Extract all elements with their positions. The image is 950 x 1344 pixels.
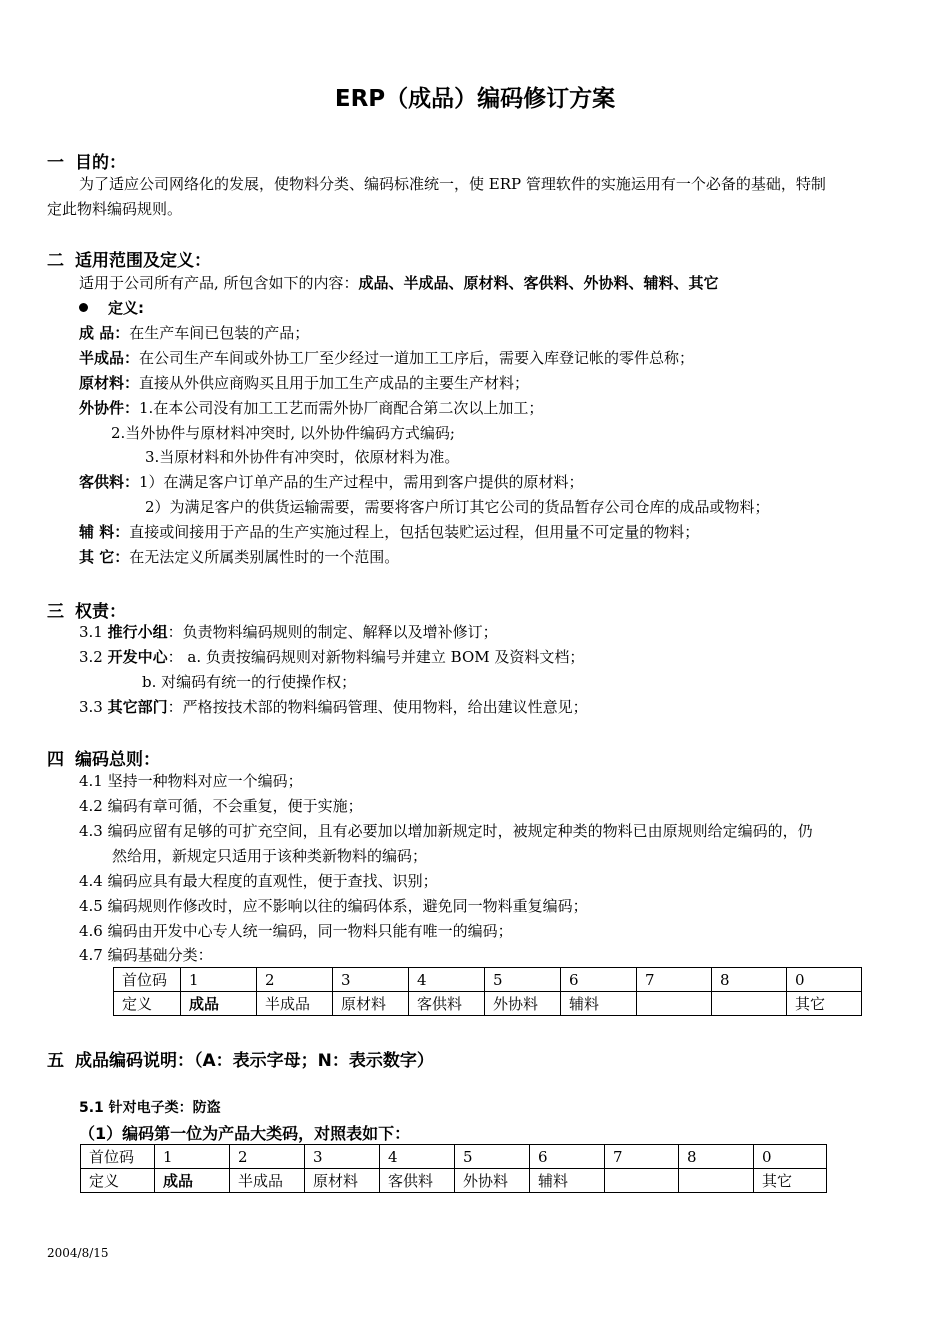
def-text: 直接从外供应商购买且用于加工生产成品的主要生产材料； xyxy=(139,374,530,392)
table-cell: 客供料 xyxy=(409,992,485,1016)
table-cell: 4 xyxy=(380,1145,455,1169)
responsibility-3-3 xyxy=(79,696,588,717)
def-label: 成 品： xyxy=(79,324,130,342)
section-3-title: 权责： xyxy=(75,602,126,622)
def-label: 外协件： xyxy=(79,399,140,417)
def-outsource-line2: 2.当外协件与原材料冲突时, 以外协件编码方式编码; xyxy=(111,424,455,442)
section-4-heading xyxy=(47,745,160,770)
table-cell: 客供料 xyxy=(380,1169,455,1193)
definition-heading-text: 定义: xyxy=(108,299,144,317)
table-cell xyxy=(679,1169,754,1193)
section-5-title: 成品编码说明：（A：表示字母；N：表示数字） xyxy=(75,1051,434,1071)
table-cell: 辅料 xyxy=(530,1169,605,1193)
table-cell xyxy=(605,1169,679,1193)
rule-4-3-continued: 然给用，新规定只适用于该种类新物料的编码； xyxy=(112,847,428,865)
def-finished xyxy=(79,322,309,343)
table-cell xyxy=(712,992,787,1016)
table-cell: 6 xyxy=(530,1145,605,1169)
def-label: 其 它： xyxy=(79,548,130,566)
rule-4-3: 4.3 编码应留有足够的可扩充空间，且有必要加以增加新规定时，被规定种类的物料已由原规则给定编码的，仍 xyxy=(79,822,813,840)
table-cell xyxy=(637,992,712,1016)
footer-date: 2004/8/15 xyxy=(47,1246,109,1260)
def-auxiliary xyxy=(79,521,699,542)
table-cell: 7 xyxy=(637,968,712,992)
table-row xyxy=(81,1145,827,1169)
section-3-number: 三 xyxy=(47,602,64,622)
item-label: 推行小组 xyxy=(107,623,168,641)
def-semi-finished xyxy=(79,347,694,368)
rule-4-7: 4.7 编码基础分类： xyxy=(79,946,213,964)
section-1-number: 一 xyxy=(47,153,64,173)
table-cell: 4 xyxy=(409,968,485,992)
scope-prefix: 适用于公司所有产品, 所包含如下的内容： xyxy=(79,274,359,292)
table-cell: 3 xyxy=(305,1145,380,1169)
page-title: ERP（成品）编码修订方案 xyxy=(334,86,616,112)
def-text: 1.在本公司没有加工工艺而需外协厂商配合第二次以上加工； xyxy=(139,399,544,417)
table-cell: 3 xyxy=(333,968,409,992)
table-cell: 辅料 xyxy=(561,992,637,1016)
table-cell: 8 xyxy=(712,968,787,992)
rule-4-6: 4.6 编码由开发中心专人统一编码，同一物料只能有唯一的编码； xyxy=(79,922,513,940)
rule-4-5: 4.5 编码规则作修改时，应不影响以往的编码体系，避免同一物料重复编码； xyxy=(79,897,588,915)
table-cell: 半成品 xyxy=(257,992,333,1016)
product-category-table xyxy=(80,1144,827,1193)
def-text: 直接或间接用于产品的生产实施过程上，包括包装贮运过程，但用量不可定量的物料； xyxy=(129,523,700,541)
table-cell: 首位码 xyxy=(81,1145,155,1169)
section-1-heading xyxy=(47,148,126,173)
subsection-5-1: 5.1 针对电子类：防盗 xyxy=(79,1100,221,1116)
table-cell: 5 xyxy=(485,968,561,992)
item-text: ： a. 负责按编码规则对新物料编号并建立 BOM 及资料文档； xyxy=(167,648,585,666)
item-label: 其它部门 xyxy=(107,698,168,716)
responsibility-3-2-b: b. 对编码有统一的行使操作权； xyxy=(142,673,357,691)
def-customer-line2: 2）为满足客户的供货运输需要，需要将客户所订其它公司的货品暂存公司仓库的成品或物料； xyxy=(145,498,770,516)
item-number: 3.3 xyxy=(79,698,108,716)
def-text: 在生产车间已包装的产品； xyxy=(129,324,310,342)
table-cell: 2 xyxy=(257,968,333,992)
item-number: 3.1 xyxy=(79,623,108,641)
table-cell: 首位码 xyxy=(114,968,181,992)
table-row xyxy=(114,968,862,992)
section-2-title: 适用范围及定义： xyxy=(75,251,211,271)
table-row xyxy=(114,992,862,1016)
rule-4-1: 4.1 坚持一种物料对应一个编码； xyxy=(79,772,303,790)
definition-heading xyxy=(79,297,144,318)
table-cell: 定义 xyxy=(114,992,181,1016)
table-cell: 1 xyxy=(181,968,257,992)
item-text: ：负责物料编码规则的制定、解释以及增补修订； xyxy=(167,623,498,641)
section-2-number: 二 xyxy=(47,251,64,271)
def-text: 1）在满足客户订单产品的生产过程中，需用到客户提供的原材料； xyxy=(139,473,584,491)
def-outsource-line3: 3.当原材料和外协件有冲突时，依原材料为准。 xyxy=(145,448,460,466)
section-1-title: 目的： xyxy=(75,153,126,173)
table-cell: 0 xyxy=(754,1145,827,1169)
item-text: ：严格按技术部的物料编码管理、使用物料，给出建议性意见； xyxy=(167,698,588,716)
rule-4-2: 4.2 编码有章可循，不会重复，便于实施； xyxy=(79,797,363,815)
section-3-heading xyxy=(47,597,126,622)
section-4-title: 编码总则： xyxy=(75,750,160,770)
table-cell: 8 xyxy=(679,1145,754,1169)
table-cell: 2 xyxy=(230,1145,305,1169)
def-text: 在无法定义所属类别属性时的一个范围。 xyxy=(129,548,400,566)
def-other xyxy=(79,546,399,567)
table-cell: 0 xyxy=(787,968,862,992)
subsection-5-1-1: （1）编码第一位为产品大类码，对照表如下： xyxy=(79,1124,411,1143)
section-1-text-line2: 定此物料编码规则。 xyxy=(47,200,183,218)
scope-items: 成品、半成品、原材料、客供料、外协料、辅料、其它 xyxy=(358,274,719,292)
table-cell: 外协料 xyxy=(455,1169,530,1193)
table-row xyxy=(81,1169,827,1193)
table-cell: 原材料 xyxy=(333,992,409,1016)
table-cell: 外协料 xyxy=(485,992,561,1016)
rule-4-4: 4.4 编码应具有最大程度的直观性，便于查找、识别； xyxy=(79,872,438,890)
def-label: 原材料： xyxy=(79,374,140,392)
table-cell: 1 xyxy=(155,1145,230,1169)
def-text: 在公司生产车间或外协工厂至少经过一道加工工序后，需要入库登记帐的零件总称； xyxy=(139,349,695,367)
table-cell: 其它 xyxy=(754,1169,827,1193)
table-cell: 成品 xyxy=(181,992,257,1016)
def-label: 半成品： xyxy=(79,349,140,367)
scope-line xyxy=(79,272,719,293)
def-label: 客供料： xyxy=(79,473,140,491)
table-cell: 成品 xyxy=(155,1169,230,1193)
table-cell: 半成品 xyxy=(230,1169,305,1193)
def-customer-supplied xyxy=(79,471,584,492)
def-outsource xyxy=(79,397,543,418)
responsibility-3-2 xyxy=(79,646,584,667)
item-number: 3.2 xyxy=(79,648,108,666)
bullet-icon xyxy=(79,303,88,312)
table-cell: 定义 xyxy=(81,1169,155,1193)
section-2-heading xyxy=(47,246,211,271)
item-label: 开发中心 xyxy=(107,648,168,666)
responsibility-3-1 xyxy=(79,621,498,642)
def-label: 辅 料： xyxy=(79,523,130,541)
table-cell: 5 xyxy=(455,1145,530,1169)
section-5-heading xyxy=(47,1046,434,1071)
section-1-text-line1: 为了适应公司网络化的发展，使物料分类、编码标准统一，使 ERP 管理软件的实施运用有一个必备的基础，特制 xyxy=(79,175,826,193)
table-cell: 7 xyxy=(605,1145,679,1169)
basic-classification-table xyxy=(113,967,862,1016)
section-5-number: 五 xyxy=(47,1051,64,1071)
table-cell: 原材料 xyxy=(305,1169,380,1193)
def-raw-material xyxy=(79,372,529,393)
section-4-number: 四 xyxy=(47,750,64,770)
table-cell: 6 xyxy=(561,968,637,992)
table-cell: 其它 xyxy=(787,992,862,1016)
